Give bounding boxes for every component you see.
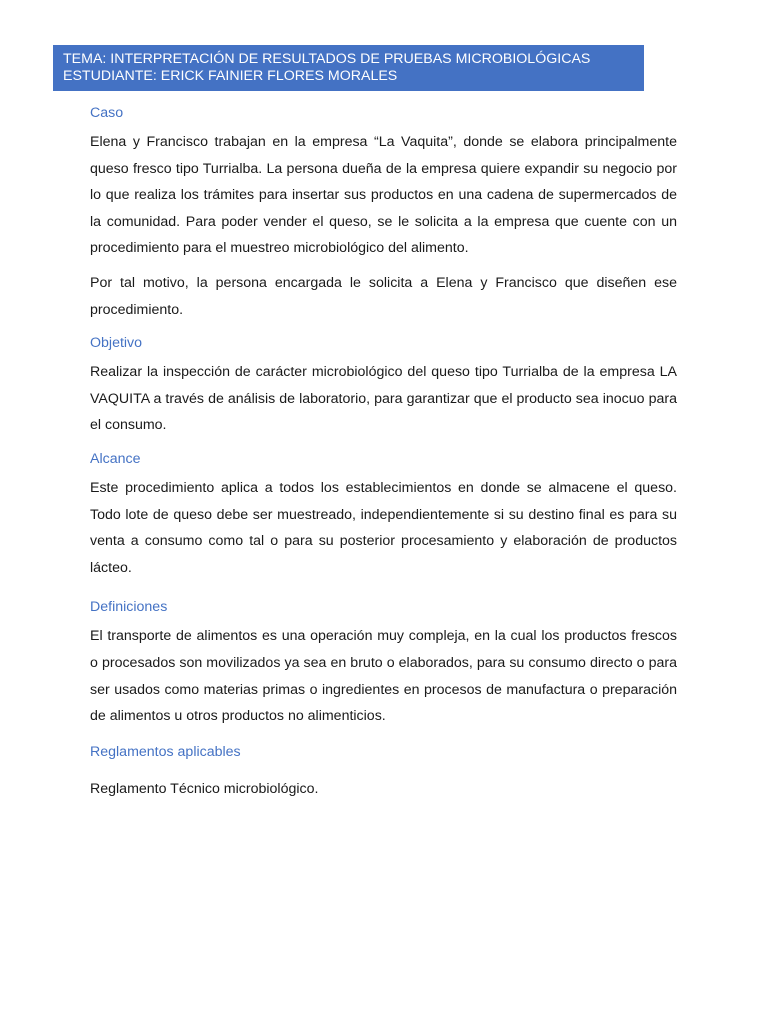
caso-paragraph-2: Por tal motivo, la persona encargada le solicita a Elena y Francisco que diseñen ese procedimiento.: [90, 274, 677, 318]
section-heading-objetivo: Objetivo: [90, 335, 143, 352]
section-heading-definiciones: Definiciones: [90, 599, 168, 616]
reglamentos-paragraph: Reglamento Técnico microbiológico.: [90, 780, 319, 797]
document-title-band: [53, 45, 644, 91]
section-objetivo: [90, 333, 677, 439]
alcance-paragraph: Este procedimiento aplica a todos los establecimientos en donde se almacene el queso. Todo lote de queso debe ser muestreado, independientemente si su destino final es para su venta a consumo como tal o para su posterior procesamiento y elaboración de productos lácteo.: [90, 479, 677, 576]
section-heading-alcance: Alcance: [90, 450, 141, 467]
caso-paragraph-1: Elena y Francisco trabajan en la empresa “La Vaquita”, donde se elabora principalmente queso fresco tipo Turrialba. La persona dueña de la empresa quiere expandir su negocio por lo que realiza los trámites para insertar sus productos en una cadena de supermercados de la comunidad. Para poder vender el queso, se le solicita a la empresa que cuente con un procedimiento para el muestreo microbiológico del alimento.: [90, 134, 677, 257]
definiciones-paragraph: El transporte de alimentos es una operación muy compleja, en la cual los productos frescos o procesados son movilizados ya sea en bruto o elaborados, para su consumo directo o para ser usados como materias primas o ingredientes en procesos de manufactura o preparación de alimentos u otros productos no alimenticios.: [90, 628, 677, 725]
section-definiciones: [90, 597, 677, 729]
section-heading-reglamentos: Reglamentos aplicables: [90, 743, 241, 760]
document-body: [90, 103, 677, 802]
section-heading-caso: Caso: [90, 105, 124, 121]
section-reglamentos: [90, 742, 677, 803]
student-name: ESTUDIANTE: ERICK FAINIER FLORES MORALES: [63, 68, 398, 84]
section-caso: [90, 103, 677, 323]
topic-title: TEMA: INTERPRETACIÓN DE RESULTADOS DE PRUEBAS MICROBIOLÓGICAS: [63, 51, 591, 67]
section-alcance: [90, 449, 677, 581]
objetivo-paragraph: Realizar la inspección de carácter microbiológico del queso tipo Turrialba de la empresa LA VAQUITA a través de análisis de laboratorio, para garantizar que el producto sea inocuo para el consumo.: [90, 364, 677, 434]
